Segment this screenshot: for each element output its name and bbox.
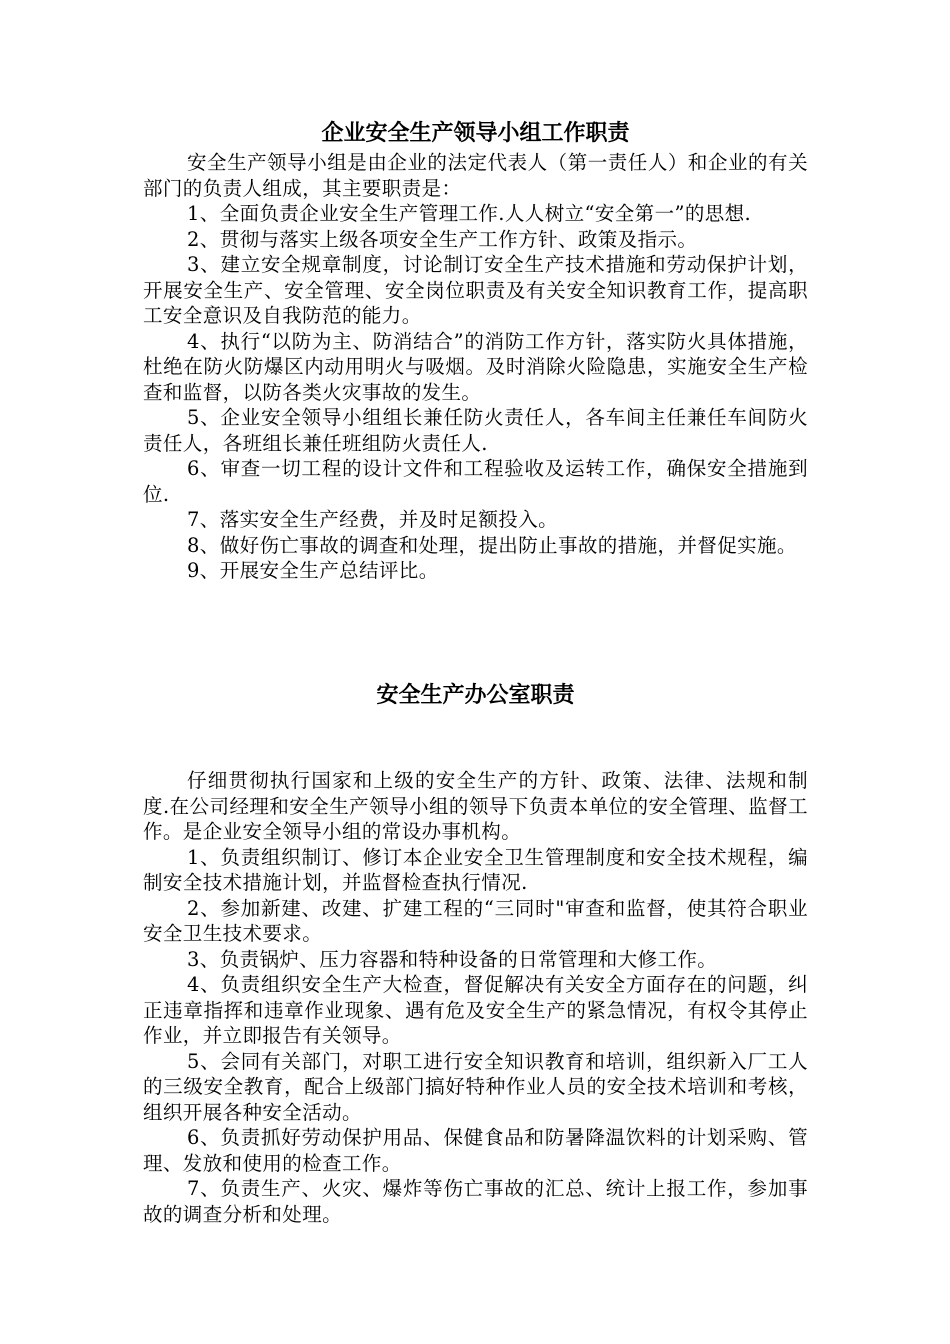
paragraph: 3、负责锅炉、压力容器和特种设备的日常管理和大修工作。 <box>187 947 718 971</box>
paragraph: 7、负责生产、火灾、爆炸等伤亡事故的汇总、统计上报工作，参加事故的调查分析和处理。 <box>143 1177 808 1226</box>
safety-office-duties-section <box>143 680 808 1227</box>
paragraph: 2、贯彻与落实上级各项安全生产工作方针、政策及指示。 <box>187 227 698 251</box>
paragraph: 3、建立安全规章制度，讨论制订安全生产技术措施和劳动保护计划，开展安全生产、安全管理、安全岗位职责及有关安全知识教育工作，提高职工安全意识及自我防范的能力。 <box>143 253 808 327</box>
paragraph: 6、审查一切工程的设计文件和工程验收及运转工作，确保安全措施到位. <box>143 457 808 506</box>
paragraph: 2、参加新建、改建、扩建工程的“三同时"审查和监督，使其符合职业安全卫生技术要求。 <box>143 896 808 945</box>
paragraph: 1、负责组织制订、修订本企业安全卫生管理制度和安全技术规程，编制安全技术措施计划，并监督检查执行情况. <box>143 845 808 894</box>
paragraph: 仔细贯彻执行国家和上级的安全生产的方针、政策、法律、法规和制度.在公司经理和安全生产领导小组的领导下负责本单位的安全管理、监督工作。是企业安全领导小组的常设办事机构。 <box>143 769 808 843</box>
paragraph: 8、做好伤亡事故的调查和处理，提出防止事故的措施，并督促实施。 <box>187 533 797 557</box>
section-title: 安全生产办公室职责 <box>376 683 575 708</box>
leadership-group-duties-section <box>143 118 808 584</box>
paragraph: 4、执行“以防为主、防消结合”的消防工作方针，落实防火具体措施，杜绝在防火防爆区内动用明火与吸烟。及时消除火险隐患，实施安全生产检查和监督，以防各类火灾事故的发生。 <box>143 329 808 404</box>
paragraph: 5、会同有关部门，对职工进行安全知识教育和培训，组织新入厂工人的三级安全教育，配合上级部门搞好特种作业人员的安全技术培训和考核，组织开展各种安全活动。 <box>143 1049 808 1124</box>
section-title: 企业安全生产领导小组工作职责 <box>321 121 630 146</box>
paragraph: 9、开展安全生产总结评比。 <box>187 559 439 582</box>
paragraph: 6、负责抓好劳动保护用品、保健食品和防暑降温饮料的计划采购、管理、发放和使用的检查工作。 <box>143 1126 808 1175</box>
paragraph: 4、负责组织安全生产大检查，督促解决有关安全方面存在的问题，纠正违章指挥和违章作业现象、遇有危及安全生产的紧急情况，有权令其停止作业，并立即报告有关领导。 <box>143 973 808 1047</box>
paragraph: 1、全面负责企业安全生产管理工作.人人树立“安全第一”的思想. <box>187 202 752 225</box>
paragraph: 7、落实安全生产经费，并及时足额投入。 <box>187 508 559 531</box>
paragraph: 安全生产领导小组是由企业的法定代表人（第一责任人）和企业的有关部门的负责人组成，其主要职责是： <box>143 151 808 200</box>
paragraph: 5、企业安全领导小组组长兼任防火责任人，各车间主任兼任车间防火责任人，各班组长兼任班组防火责任人. <box>143 406 808 455</box>
